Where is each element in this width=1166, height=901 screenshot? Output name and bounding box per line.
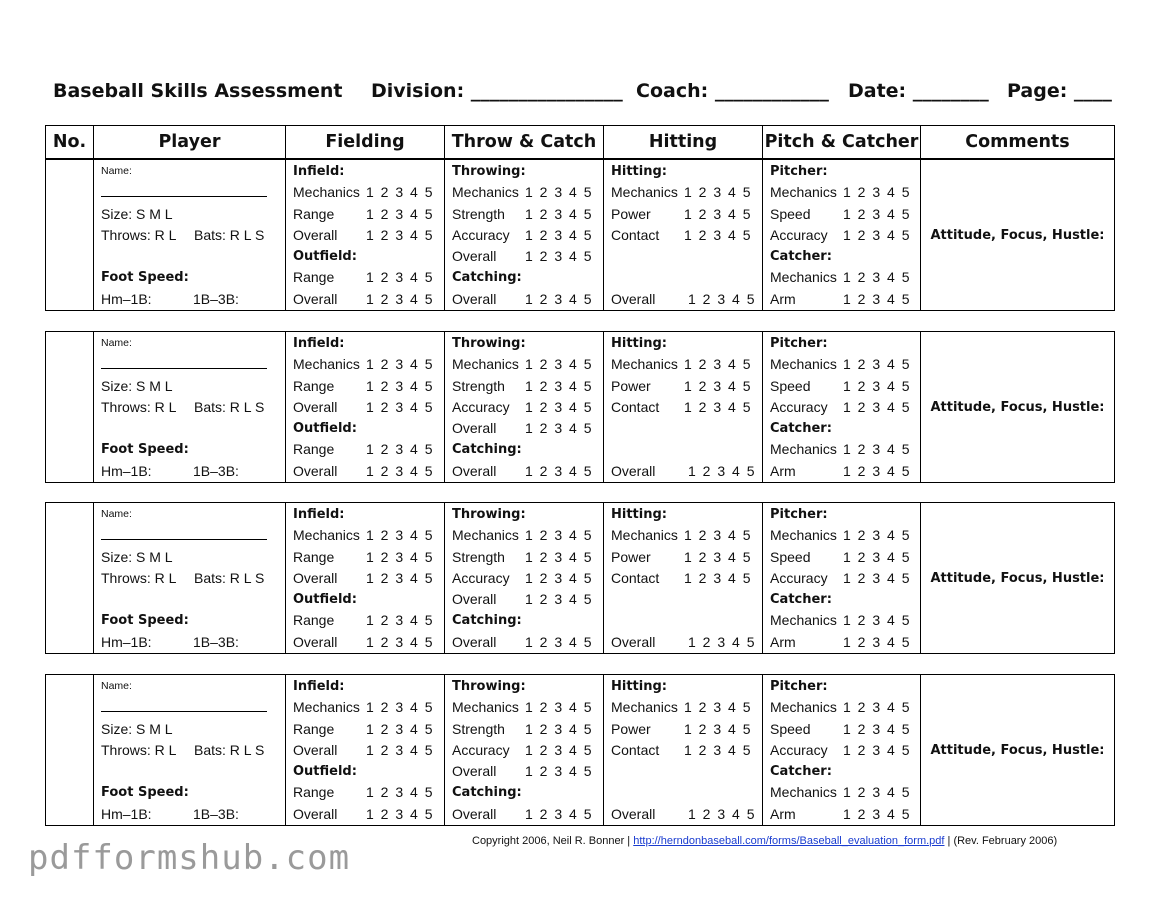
throwing-strength-label: Strength (452, 720, 505, 737)
rating-scale[interactable]: 1 2 3 4 5 (525, 205, 592, 222)
hitting-overall-label: Overall (611, 633, 656, 650)
throwing-label: Throwing: (452, 507, 526, 522)
rating-scale[interactable]: 1 2 3 4 5 (843, 462, 910, 479)
outfield-range-label: Range (293, 784, 335, 801)
throwing-overall-label: Overall (452, 420, 497, 437)
rating-scale[interactable]: 1 2 3 4 5 (366, 290, 433, 307)
col-comments: Comments (921, 126, 1115, 159)
infield-label: Infield: (293, 507, 345, 522)
catcher-arm-label: Arm (770, 290, 796, 307)
hitting-cell (604, 675, 763, 826)
catcher-label: Catcher: (770, 249, 832, 265)
rating-scale[interactable]: 1 2 3 4 5 (843, 269, 910, 286)
pitcher-speed-label: Speed (770, 720, 811, 737)
foot-speed-label: Foot Speed: (101, 613, 189, 629)
number-cell[interactable] (46, 332, 94, 483)
throw-catch-cell (445, 675, 604, 826)
rating-scale[interactable]: 1 2 3 4 5 (688, 462, 755, 479)
name-line[interactable] (101, 196, 267, 197)
pitch-catcher-cell (763, 675, 921, 826)
rating-scale[interactable]: 1 2 3 4 5 (366, 633, 433, 650)
pitch-catcher-cell (763, 503, 921, 654)
outfield-label: Outfield: (293, 764, 357, 780)
catching-label: Catching: (452, 270, 522, 286)
hitting-label: Hitting: (611, 336, 667, 351)
rating-scale[interactable]: 1 2 3 4 5 (843, 441, 910, 458)
infield-mechanics-label: Mechanics (293, 356, 360, 373)
hm-1b-label: Hm–1B: (101, 290, 152, 307)
player-cell (94, 503, 286, 654)
infield-overall-label: Overall (293, 569, 338, 586)
attitude-label: Attitude, Focus, Hustle: (930, 571, 1105, 587)
hm-1b-label: Hm–1B: (101, 633, 152, 650)
pitcher-mechanics-label: Mechanics (770, 184, 837, 201)
catcher-arm-label: Arm (770, 462, 796, 479)
throwing-strength-label: Strength (452, 548, 505, 565)
name-line[interactable] (101, 711, 267, 712)
bats-label: Bats: R L S (194, 741, 265, 758)
throws-label: Throws: R L (101, 398, 177, 415)
outfield-label: Outfield: (293, 592, 357, 608)
form-title: Baseball Skills Assessment (53, 80, 343, 102)
catcher-label: Catcher: (770, 764, 832, 780)
outfield-label: Outfield: (293, 421, 357, 437)
rating-scale[interactable]: 1 2 3 4 5 (525, 377, 592, 394)
rating-scale[interactable]: 1 2 3 4 5 (525, 805, 592, 822)
catcher-label: Catcher: (770, 421, 832, 437)
1b-3b-label: 1B–3B: (193, 633, 239, 650)
outfield-range-label: Range (293, 269, 335, 286)
rating-scale[interactable]: 1 2 3 4 5 (366, 226, 433, 243)
hm-1b-label: Hm–1B: (101, 462, 152, 479)
rating-scale[interactable]: 1 2 3 4 5 (684, 741, 751, 758)
rating-scale[interactable]: 1 2 3 4 5 (684, 377, 751, 394)
column-header-row (45, 125, 1115, 159)
catching-overall-label: Overall (452, 633, 497, 650)
rating-scale[interactable]: 1 2 3 4 5 (525, 290, 592, 307)
infield-label: Infield: (293, 679, 345, 694)
rating-scale[interactable]: 1 2 3 4 5 (843, 720, 910, 737)
throwing-accuracy-label: Accuracy (452, 226, 510, 243)
throwing-mechanics-label: Mechanics (452, 356, 519, 373)
rating-scale[interactable]: 1 2 3 4 5 (843, 377, 910, 394)
rating-scale[interactable]: 1 2 3 4 5 (843, 205, 910, 222)
hitting-cell (604, 503, 763, 654)
rating-scale[interactable]: 1 2 3 4 5 (366, 612, 433, 629)
rating-scale[interactable]: 1 2 3 4 5 (366, 720, 433, 737)
rating-scale[interactable]: 1 2 3 4 5 (684, 548, 751, 565)
pitcher-mechanics-label: Mechanics (770, 527, 837, 544)
player-row-1 (45, 159, 1115, 311)
throwing-accuracy-label: Accuracy (452, 741, 510, 758)
name-label: Name: (101, 165, 132, 177)
rating-scale[interactable]: 1 2 3 4 5 (684, 184, 751, 201)
throwing-overall-label: Overall (452, 248, 497, 265)
size-label: Size: S M L (101, 377, 173, 394)
rating-scale[interactable]: 1 2 3 4 5 (684, 527, 751, 544)
pitcher-speed-label: Speed (770, 377, 811, 394)
rating-scale[interactable]: 1 2 3 4 5 (525, 527, 592, 544)
col-pitch-catcher: Pitch & Catcher (763, 126, 921, 159)
rating-scale[interactable]: 1 2 3 4 5 (684, 720, 751, 737)
catcher-arm-label: Arm (770, 805, 796, 822)
infield-range-label: Range (293, 205, 335, 222)
col-no: No. (46, 126, 94, 159)
number-cell[interactable] (46, 675, 94, 826)
rating-scale[interactable]: 1 2 3 4 5 (843, 226, 910, 243)
rating-scale[interactable]: 1 2 3 4 5 (525, 420, 592, 437)
number-cell[interactable] (46, 160, 94, 311)
infield-mechanics-label: Mechanics (293, 527, 360, 544)
rating-scale[interactable]: 1 2 3 4 5 (525, 462, 592, 479)
1b-3b-label: 1B–3B: (193, 290, 239, 307)
hitting-power-label: Power (611, 205, 651, 222)
pitcher-label: Pitcher: (770, 507, 828, 522)
rating-scale[interactable]: 1 2 3 4 5 (525, 548, 592, 565)
pitcher-accuracy-label: Accuracy (770, 569, 828, 586)
rating-scale[interactable]: 1 2 3 4 5 (366, 462, 433, 479)
catcher-mechanics-label: Mechanics (770, 441, 837, 458)
player-row-4 (45, 674, 1115, 826)
rating-scale[interactable]: 1 2 3 4 5 (525, 741, 592, 758)
rating-scale[interactable]: 1 2 3 4 5 (366, 184, 433, 201)
size-label: Size: S M L (101, 548, 173, 565)
bats-label: Bats: R L S (194, 569, 265, 586)
bats-label: Bats: R L S (194, 226, 265, 243)
fielding-cell (286, 332, 445, 483)
hitting-power-label: Power (611, 548, 651, 565)
rating-scale[interactable]: 1 2 3 4 5 (684, 569, 751, 586)
outfield-range-label: Range (293, 441, 335, 458)
throwing-label: Throwing: (452, 679, 526, 694)
throwing-overall-label: Overall (452, 763, 497, 780)
throwing-strength-label: Strength (452, 377, 505, 394)
rating-scale[interactable]: 1 2 3 4 5 (843, 398, 910, 415)
rating-scale[interactable]: 1 2 3 4 5 (688, 290, 755, 307)
throws-label: Throws: R L (101, 741, 177, 758)
col-fielding: Fielding (286, 126, 445, 159)
rating-scale[interactable]: 1 2 3 4 5 (843, 741, 910, 758)
infield-label: Infield: (293, 336, 345, 351)
date-field: Date: ________ (848, 80, 989, 102)
rating-scale[interactable]: 1 2 3 4 5 (525, 569, 592, 586)
form-link[interactable]: http://herndonbaseball.com/forms/Baseball_evaluation_form.pdf (633, 835, 945, 847)
size-label: Size: S M L (101, 720, 173, 737)
hitting-contact-label: Contact (611, 741, 660, 758)
player-row-3 (45, 502, 1115, 654)
catcher-label: Catcher: (770, 592, 832, 608)
name-line[interactable] (101, 539, 267, 540)
throwing-accuracy-label: Accuracy (452, 398, 510, 415)
hitting-mechanics-label: Mechanics (611, 356, 678, 373)
pitcher-mechanics-label: Mechanics (770, 356, 837, 373)
rating-scale[interactable]: 1 2 3 4 5 (525, 763, 592, 780)
infield-label: Infield: (293, 164, 345, 179)
comments-cell[interactable] (921, 332, 1115, 483)
foot-speed-label: Foot Speed: (101, 442, 189, 458)
hitting-contact-label: Contact (611, 569, 660, 586)
form-header (53, 80, 1113, 106)
col-hitting: Hitting (604, 126, 763, 159)
pitcher-label: Pitcher: (770, 336, 828, 351)
rating-scale[interactable]: 1 2 3 4 5 (843, 356, 910, 373)
col-player: Player (94, 126, 286, 159)
hitting-mechanics-label: Mechanics (611, 184, 678, 201)
throwing-overall-label: Overall (452, 591, 497, 608)
rating-scale[interactable]: 1 2 3 4 5 (684, 398, 751, 415)
rating-scale[interactable]: 1 2 3 4 5 (366, 548, 433, 565)
catching-overall-label: Overall (452, 805, 497, 822)
outfield-overall-label: Overall (293, 805, 338, 822)
infield-range-label: Range (293, 548, 335, 565)
hitting-overall-label: Overall (611, 805, 656, 822)
rating-scale[interactable]: 1 2 3 4 5 (688, 633, 755, 650)
catching-label: Catching: (452, 442, 522, 458)
1b-3b-label: 1B–3B: (193, 805, 239, 822)
hitting-cell (604, 332, 763, 483)
catching-overall-label: Overall (452, 462, 497, 479)
pitcher-mechanics-label: Mechanics (770, 699, 837, 716)
hitting-power-label: Power (611, 377, 651, 394)
catcher-mechanics-label: Mechanics (770, 269, 837, 286)
rating-scale[interactable]: 1 2 3 4 5 (525, 720, 592, 737)
pitcher-accuracy-label: Accuracy (770, 741, 828, 758)
rating-scale[interactable]: 1 2 3 4 5 (525, 226, 592, 243)
player-cell (94, 332, 286, 483)
infield-overall-label: Overall (293, 741, 338, 758)
rating-scale[interactable]: 1 2 3 4 5 (684, 205, 751, 222)
rating-scale[interactable]: 1 2 3 4 5 (525, 356, 592, 373)
player-cell (94, 160, 286, 311)
name-line[interactable] (101, 368, 267, 369)
hm-1b-label: Hm–1B: (101, 805, 152, 822)
rating-scale[interactable]: 1 2 3 4 5 (525, 699, 592, 716)
rating-scale[interactable]: 1 2 3 4 5 (366, 784, 433, 801)
fielding-cell (286, 675, 445, 826)
rating-scale[interactable]: 1 2 3 4 5 (366, 699, 433, 716)
rating-scale[interactable]: 1 2 3 4 5 (525, 398, 592, 415)
infield-overall-label: Overall (293, 398, 338, 415)
rating-scale[interactable]: 1 2 3 4 5 (366, 741, 433, 758)
throwing-label: Throwing: (452, 164, 526, 179)
fielding-cell (286, 160, 445, 311)
throw-catch-cell (445, 332, 604, 483)
pitcher-speed-label: Speed (770, 548, 811, 565)
rating-scale[interactable]: 1 2 3 4 5 (366, 805, 433, 822)
pitcher-accuracy-label: Accuracy (770, 226, 828, 243)
rating-scale[interactable]: 1 2 3 4 5 (688, 805, 755, 822)
attitude-label: Attitude, Focus, Hustle: (930, 743, 1105, 759)
throws-label: Throws: R L (101, 226, 177, 243)
foot-speed-label: Foot Speed: (101, 785, 189, 801)
hitting-contact-label: Contact (611, 398, 660, 415)
hitting-overall-label: Overall (611, 290, 656, 307)
hitting-label: Hitting: (611, 164, 667, 179)
rating-scale[interactable]: 1 2 3 4 5 (843, 527, 910, 544)
throw-catch-cell (445, 503, 604, 654)
infield-range-label: Range (293, 720, 335, 737)
rating-scale[interactable]: 1 2 3 4 5 (366, 441, 433, 458)
comments-cell[interactable] (921, 160, 1115, 311)
pitcher-accuracy-label: Accuracy (770, 398, 828, 415)
page-field: Page: ____ (1007, 80, 1112, 102)
throwing-mechanics-label: Mechanics (452, 184, 519, 201)
attitude-label: Attitude, Focus, Hustle: (930, 400, 1105, 416)
name-label: Name: (101, 508, 132, 520)
hitting-overall-label: Overall (611, 462, 656, 479)
player-row-2 (45, 331, 1115, 483)
division-field: Division: ________________ (371, 80, 623, 102)
player-cell (94, 675, 286, 826)
infield-overall-label: Overall (293, 226, 338, 243)
pitch-catcher-cell (763, 332, 921, 483)
number-cell[interactable] (46, 503, 94, 654)
hitting-label: Hitting: (611, 679, 667, 694)
hitting-mechanics-label: Mechanics (611, 527, 678, 544)
throw-catch-cell (445, 160, 604, 311)
pitcher-label: Pitcher: (770, 164, 828, 179)
hitting-power-label: Power (611, 720, 651, 737)
coach-field: Coach: ____________ (636, 80, 829, 102)
rating-scale[interactable]: 1 2 3 4 5 (525, 633, 592, 650)
rating-scale[interactable]: 1 2 3 4 5 (843, 290, 910, 307)
rating-scale[interactable]: 1 2 3 4 5 (366, 527, 433, 544)
rating-scale[interactable]: 1 2 3 4 5 (366, 205, 433, 222)
copyright-footer (472, 835, 1057, 847)
infield-range-label: Range (293, 377, 335, 394)
outfield-overall-label: Overall (293, 633, 338, 650)
catcher-mechanics-label: Mechanics (770, 612, 837, 629)
rating-scale[interactable]: 1 2 3 4 5 (843, 184, 910, 201)
rating-scale[interactable]: 1 2 3 4 5 (366, 377, 433, 394)
catcher-arm-label: Arm (770, 633, 796, 650)
rating-scale[interactable]: 1 2 3 4 5 (843, 548, 910, 565)
pitcher-speed-label: Speed (770, 205, 811, 222)
foot-speed-label: Foot Speed: (101, 270, 189, 286)
catching-label: Catching: (452, 785, 522, 801)
size-label: Size: S M L (101, 205, 173, 222)
throwing-accuracy-label: Accuracy (452, 569, 510, 586)
rating-scale[interactable]: 1 2 3 4 5 (525, 184, 592, 201)
revision-text: | (Rev. February 2006) (944, 835, 1058, 847)
throwing-mechanics-label: Mechanics (452, 699, 519, 716)
infield-mechanics-label: Mechanics (293, 699, 360, 716)
throws-label: Throws: R L (101, 569, 177, 586)
watermark: pdfformshub.com (28, 838, 351, 878)
rating-scale[interactable]: 1 2 3 4 5 (843, 612, 910, 629)
1b-3b-label: 1B–3B: (193, 462, 239, 479)
catcher-mechanics-label: Mechanics (770, 784, 837, 801)
rating-scale[interactable]: 1 2 3 4 5 (366, 398, 433, 415)
rating-scale[interactable]: 1 2 3 4 5 (525, 248, 592, 265)
rating-scale[interactable]: 1 2 3 4 5 (684, 226, 751, 243)
pitch-catcher-cell (763, 160, 921, 311)
rating-scale[interactable]: 1 2 3 4 5 (843, 784, 910, 801)
name-label: Name: (101, 680, 132, 692)
rating-scale[interactable]: 1 2 3 4 5 (366, 269, 433, 286)
rating-scale[interactable]: 1 2 3 4 5 (843, 805, 910, 822)
rating-scale[interactable]: 1 2 3 4 5 (843, 569, 910, 586)
hitting-contact-label: Contact (611, 226, 660, 243)
catching-overall-label: Overall (452, 290, 497, 307)
comments-cell[interactable] (921, 675, 1115, 826)
rating-scale[interactable]: 1 2 3 4 5 (366, 356, 433, 373)
outfield-range-label: Range (293, 612, 335, 629)
fielding-cell (286, 503, 445, 654)
outfield-overall-label: Overall (293, 290, 338, 307)
copyright-text: Copyright 2006, Neil R. Bonner | (472, 835, 634, 847)
rating-scale[interactable]: 1 2 3 4 5 (366, 569, 433, 586)
rating-scale[interactable]: 1 2 3 4 5 (843, 633, 910, 650)
rating-scale[interactable]: 1 2 3 4 5 (684, 356, 751, 373)
pitcher-label: Pitcher: (770, 679, 828, 694)
throwing-strength-label: Strength (452, 205, 505, 222)
attitude-label: Attitude, Focus, Hustle: (930, 228, 1105, 244)
col-throw-catch: Throw & Catch (445, 126, 604, 159)
rating-scale[interactable]: 1 2 3 4 5 (684, 699, 751, 716)
name-label: Name: (101, 337, 132, 349)
hitting-mechanics-label: Mechanics (611, 699, 678, 716)
outfield-label: Outfield: (293, 249, 357, 265)
infield-mechanics-label: Mechanics (293, 184, 360, 201)
hitting-cell (604, 160, 763, 311)
throwing-mechanics-label: Mechanics (452, 527, 519, 544)
hitting-label: Hitting: (611, 507, 667, 522)
comments-cell[interactable] (921, 503, 1115, 654)
throwing-label: Throwing: (452, 336, 526, 351)
outfield-overall-label: Overall (293, 462, 338, 479)
catching-label: Catching: (452, 613, 522, 629)
rating-scale[interactable]: 1 2 3 4 5 (525, 591, 592, 608)
rating-scale[interactable]: 1 2 3 4 5 (843, 699, 910, 716)
bats-label: Bats: R L S (194, 398, 265, 415)
